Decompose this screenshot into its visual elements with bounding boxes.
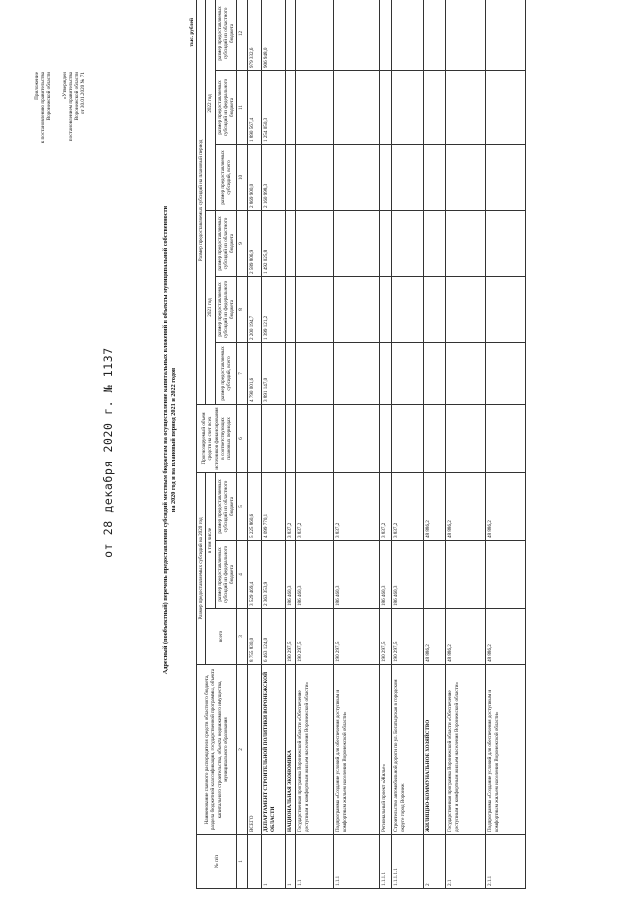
row-value-cell: 48 886,2	[424, 472, 446, 540]
table-row	[380, 0, 392, 889]
row-value-cell	[296, 276, 334, 342]
row-number-cell: 1.1.1.1.1	[392, 835, 424, 889]
row-value-cell	[424, 144, 446, 210]
col-number: 3	[237, 609, 248, 665]
appendix-reference: к постановлению правительства	[40, 72, 46, 144]
row-value-cell	[380, 210, 392, 276]
row-value-cell	[334, 404, 380, 472]
row-name-cell: Государственная программа Воронежской области «Обеспечение доступным и комфортным жильем населения Воронежской области»	[446, 665, 486, 835]
row-value-cell: 979 332,6	[248, 0, 262, 70]
row-value-cell	[334, 210, 380, 276]
row-value-cell	[446, 276, 486, 342]
header-total: всего	[206, 609, 237, 665]
row-value-cell: 186 460,3	[392, 541, 424, 609]
header-obl-2021: размер предоставляемых субсидий из областного бюджета	[215, 210, 237, 276]
row-value-cell: 2 363 353,9	[262, 541, 286, 609]
row-value-cell	[334, 0, 380, 70]
row-value-cell	[296, 210, 334, 276]
row-value-cell	[286, 276, 296, 342]
approved-label: «Утвержден	[62, 72, 68, 100]
row-value-cell	[380, 342, 392, 404]
row-value-cell	[486, 276, 526, 342]
row-value-cell	[296, 70, 334, 144]
row-value-cell	[486, 0, 526, 70]
row-number-cell: 1.1.1.1	[380, 835, 392, 889]
col-number: 1	[237, 835, 248, 889]
col-number: 2	[237, 665, 248, 835]
row-value-cell	[424, 70, 446, 144]
row-value-cell	[424, 0, 446, 70]
row-value-cell	[380, 276, 392, 342]
row-value-cell	[424, 404, 446, 472]
row-value-cell: 3 891 147,0	[262, 342, 286, 404]
header-fed-2021: размер предоставляемых субсидий из федерального бюджета	[215, 276, 237, 342]
row-name-cell: Подпрограмма «Создание условий для обеспечения доступным и комфортным жильем населения Воронежской области»	[486, 665, 526, 835]
row-value-cell	[486, 541, 526, 609]
row-value-cell: 48 886,2	[446, 609, 486, 665]
row-number-cell	[248, 835, 262, 889]
row-value-cell	[392, 404, 424, 472]
row-number-cell: 1.1	[296, 835, 334, 889]
row-name-cell: ДЕПАРТАМЕНТ СТРОИТЕЛЬНОЙ ПОЛИТИКИ ВОРОНЕЖСКОЙ ОБЛАСТИ	[262, 665, 286, 835]
row-value-cell: 3 529 469,4	[248, 541, 262, 609]
row-value-cell	[486, 144, 526, 210]
header-fed-2020: размер предоставляемых субсидий из федерального бюджета	[215, 541, 237, 609]
row-value-cell	[486, 70, 526, 144]
row-name-cell: НАЦИОНАЛЬНАЯ ЭКОНОМИКА	[286, 665, 296, 835]
row-value-cell	[424, 276, 446, 342]
row-name-cell: Региональный проект «Жилье»	[380, 665, 392, 835]
row-value-cell	[446, 342, 486, 404]
header-2022: 2022 год	[206, 0, 215, 210]
row-value-cell	[446, 404, 486, 472]
row-value-cell: 186 460,3	[296, 541, 334, 609]
col-number: 5	[237, 472, 248, 540]
row-value-cell: 1 399 121,2	[262, 276, 286, 342]
row-value-cell: 6 463 124,0	[262, 609, 286, 665]
row-value-cell	[486, 342, 526, 404]
row-value-cell: 1 890 567,4	[248, 70, 262, 144]
row-value-cell: 190 297,5	[334, 609, 380, 665]
row-value-cell	[334, 144, 380, 210]
row-value-cell	[392, 0, 424, 70]
approved-region: Воронежской области	[74, 72, 80, 121]
table-row	[296, 0, 334, 889]
row-value-cell	[296, 144, 334, 210]
row-value-cell: 3 837,2	[380, 472, 392, 540]
row-value-cell: 3 837,2	[392, 472, 424, 540]
row-value-cell	[334, 342, 380, 404]
row-value-cell: 1 254 050,3	[262, 70, 286, 144]
row-value-cell	[446, 541, 486, 609]
table-row	[248, 0, 262, 889]
row-value-cell: 2 200 194,7	[248, 276, 262, 342]
row-value-cell	[380, 404, 392, 472]
header-fed-2022: размер предоставляемых субсидий из федерального бюджета	[215, 70, 237, 144]
row-value-cell: 3 837,2	[296, 472, 334, 540]
row-value-cell	[446, 144, 486, 210]
row-value-cell: 906 948,0	[262, 0, 286, 70]
col-number: 4	[237, 541, 248, 609]
date-stamp: от 28 декабря 2020 г. № 1137	[101, 347, 115, 558]
header-plan: Размер предоставляемых субсидий на плановый период	[197, 0, 206, 404]
header-2020: Размер предоставляемых субсидий на 2020 год	[197, 472, 206, 664]
header-total-2021: размер предоставляемых субсидий, всего	[215, 342, 237, 404]
title-line-1: Адресный (пообъектный) перечень предоставления субсидий местным бюджетам на осуществление капитальных вложений в объекты муниципальной собственности	[162, 205, 169, 675]
approved-date: от 30.01.2020 № 71	[80, 72, 86, 115]
row-number-cell: 1	[262, 835, 286, 889]
row-value-cell	[486, 404, 526, 472]
row-value-cell	[380, 0, 392, 70]
row-value-cell	[286, 0, 296, 70]
row-number-cell: 1.1.1	[334, 835, 380, 889]
appendix-label: Приложение	[34, 72, 40, 100]
row-number-cell: 2.1	[446, 835, 486, 889]
col-number: 12	[237, 0, 248, 70]
title-line-2: на 2020 год и на плановый период 2021 и 2022 годов	[169, 367, 177, 513]
header-forecast: Прогнозируемый объем средств на счет всех источников финансирования в соответствующих плановых периодах	[197, 404, 237, 472]
table-row	[392, 0, 424, 889]
row-value-cell	[392, 276, 424, 342]
row-value-cell	[286, 70, 296, 144]
row-value-cell: 190 297,5	[392, 609, 424, 665]
row-value-cell	[262, 404, 286, 472]
row-value-cell: 186 460,3	[286, 541, 296, 609]
row-value-cell	[392, 70, 424, 144]
row-value-cell	[380, 144, 392, 210]
row-value-cell	[486, 210, 526, 276]
row-value-cell: 186 460,3	[334, 541, 380, 609]
row-value-cell: 48 886,2	[486, 609, 526, 665]
row-value-cell: 190 297,5	[296, 609, 334, 665]
row-value-cell	[286, 144, 296, 210]
table-row	[334, 0, 380, 889]
row-value-cell	[296, 0, 334, 70]
row-value-cell	[424, 541, 446, 609]
table-row	[262, 0, 286, 889]
row-value-cell: 8 755 830,0	[248, 609, 262, 665]
row-value-cell	[296, 404, 334, 472]
row-value-cell	[392, 210, 424, 276]
row-name-cell: ЖИЛИЩНО-КОММУНАЛЬНОЕ ХОЗЯЙСТВО	[424, 665, 446, 835]
row-value-cell: 3 837,2	[286, 472, 296, 540]
row-name-cell: Строительство автомобильной дороги по ул. Богатырская в городском округе город Воронеж	[392, 665, 424, 835]
row-number-cell: 1	[286, 835, 296, 889]
row-name-cell: Подпрограмма «Создание условий для обеспечения доступным и комфортным жильем населения Воронежской области»	[334, 665, 380, 835]
row-value-cell: 190 297,5	[286, 609, 296, 665]
header-row-1	[197, 0, 206, 889]
row-value-cell: 48 886,2	[446, 472, 486, 540]
row-value-cell	[286, 404, 296, 472]
row-value-cell: 2 160 998,3	[262, 144, 286, 210]
appendix-region: Воронежской области	[46, 72, 52, 121]
row-value-cell	[248, 404, 262, 472]
row-value-cell: 48 886,2	[424, 609, 446, 665]
row-value-cell: 2 589 806,9	[248, 210, 262, 276]
row-value-cell: 1 492 025,8	[262, 210, 286, 276]
col-number: 6	[237, 404, 248, 472]
row-value-cell: 4 099 770,1	[262, 472, 286, 540]
row-name-cell: Государственная программа Воронежской области «Обеспечение доступным и комфортным жильем населения Воронежской области»	[296, 665, 334, 835]
row-value-cell	[446, 70, 486, 144]
table-row	[486, 0, 526, 889]
column-numbers-row	[237, 0, 248, 889]
document-title	[162, 145, 177, 735]
table-row	[424, 0, 446, 889]
header-2021: 2021 год	[206, 210, 215, 404]
row-value-cell: 4 790 001,6	[248, 342, 262, 404]
row-number-cell: 2	[424, 835, 446, 889]
col-number: 11	[237, 70, 248, 144]
row-value-cell	[446, 0, 486, 70]
table-row	[446, 0, 486, 889]
col-number: 8	[237, 276, 248, 342]
header-obl-2022: размер предоставляемых субсидий из областного бюджета	[215, 0, 237, 70]
row-value-cell	[424, 342, 446, 404]
col-number: 9	[237, 210, 248, 276]
header-incl: в том числе	[206, 472, 215, 608]
row-value-cell	[286, 342, 296, 404]
row-number-cell: 2.1.1	[486, 835, 526, 889]
units-label: тыс. рублей	[189, 18, 195, 47]
row-value-cell	[334, 70, 380, 144]
header-total-2022: размер предоставляемых субсидий, всего	[215, 144, 237, 210]
header-num: № п/п	[197, 835, 237, 889]
row-name-cell: ВСЕГО	[248, 665, 262, 835]
row-value-cell: 5 225 860,6	[248, 472, 262, 540]
subsidies-table	[196, 0, 526, 889]
row-value-cell: 2 869 900,0	[248, 144, 262, 210]
row-value-cell	[424, 210, 446, 276]
row-value-cell	[392, 342, 424, 404]
header-obl-2020: размер предоставляемых субсидий из областного бюджета	[215, 472, 237, 540]
row-value-cell	[334, 276, 380, 342]
table-body	[197, 0, 526, 889]
row-value-cell	[446, 210, 486, 276]
row-value-cell	[392, 144, 424, 210]
row-value-cell	[296, 342, 334, 404]
row-value-cell: 3 837,2	[334, 472, 380, 540]
approved-reference: постановлением правительства	[68, 72, 74, 142]
col-number: 7	[237, 342, 248, 404]
row-value-cell: 190 297,5	[380, 609, 392, 665]
table-row	[286, 0, 296, 889]
header-name: Наименование главного распорядителя средств областного бюджета, раздела бюджетной классификации, государственной программы, объекта капитального строительства, объекта недвижимого имущества, муниципального образования	[197, 665, 237, 835]
row-value-cell: 186 460,3	[380, 541, 392, 609]
col-number: 10	[237, 144, 248, 210]
row-value-cell	[286, 210, 296, 276]
row-value-cell	[380, 70, 392, 144]
row-value-cell: 48 886,2	[486, 472, 526, 540]
